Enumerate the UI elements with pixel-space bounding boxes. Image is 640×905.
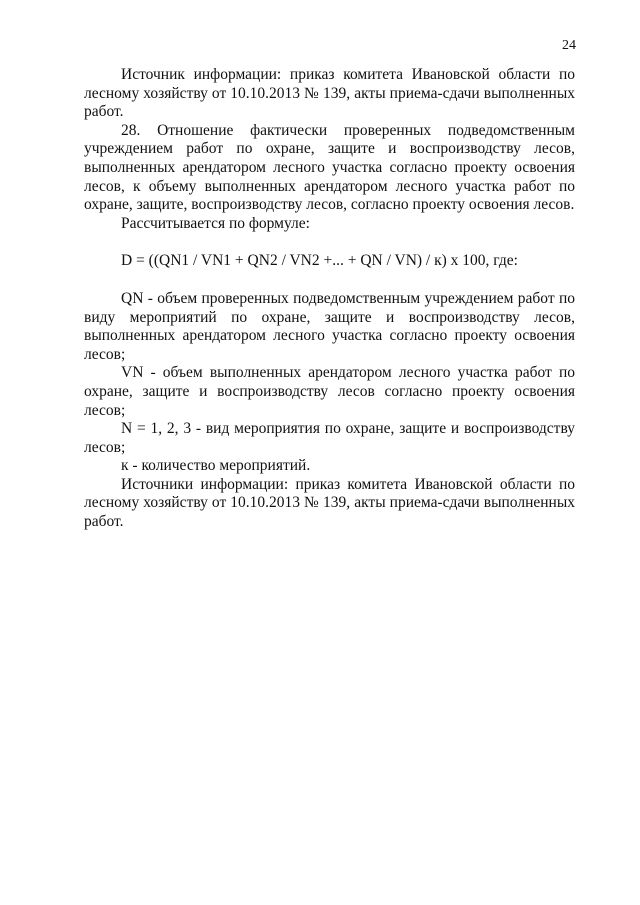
- definition-vn: VN - объем выполненных арендатором лесного участка работ по охране, защите и воспроизводству лесов согласно проекту освоения лесов;: [84, 364, 575, 419]
- definition-n: N = 1, 2, 3 - вид мероприятия по охране, защите и воспроизводству лесов;: [84, 420, 575, 456]
- page-number: 24: [562, 38, 576, 53]
- definition-k: к - количество мероприятий.: [121, 457, 311, 475]
- document-body: [84, 66, 575, 532]
- source-paragraph: Источник информации: приказ комитета Ивановской области по лесному хозяйству от 10.10.2013 № 139, акты приема-сдачи выполненных работ.: [84, 66, 575, 121]
- sources-paragraph: Источники информации: приказ комитета Ивановской области по лесному хозяйству от 10.10.2013 № 139, акты приема-сдачи выполненных работ.: [84, 475, 575, 531]
- formula: D = ((QN1 / VN1 + QN2 / VN2 +... + QN / VN) / к) x 100, где:: [121, 252, 518, 270]
- definition-qn: QN - объем проверенных подведомственным учреждением работ по виду мероприятий по охране, защите и воспроизводству лесов, выполненных арендатором лесного участка согласно проекту освоения лесов;: [84, 289, 575, 363]
- item-28-paragraph: 28. Отношение фактически проверенных подведомственным учреждением работ по охране, защите и воспроизводству лесов, выполненных арендатором лесного участка согласно проекту освоения лесов, к объему выполненных арендатором лесного участка работ по охране, защите, воспроизводству лесов, согласно проекту освоения лесов.: [84, 121, 575, 214]
- formula-intro: Рассчитывается по формуле:: [121, 214, 310, 232]
